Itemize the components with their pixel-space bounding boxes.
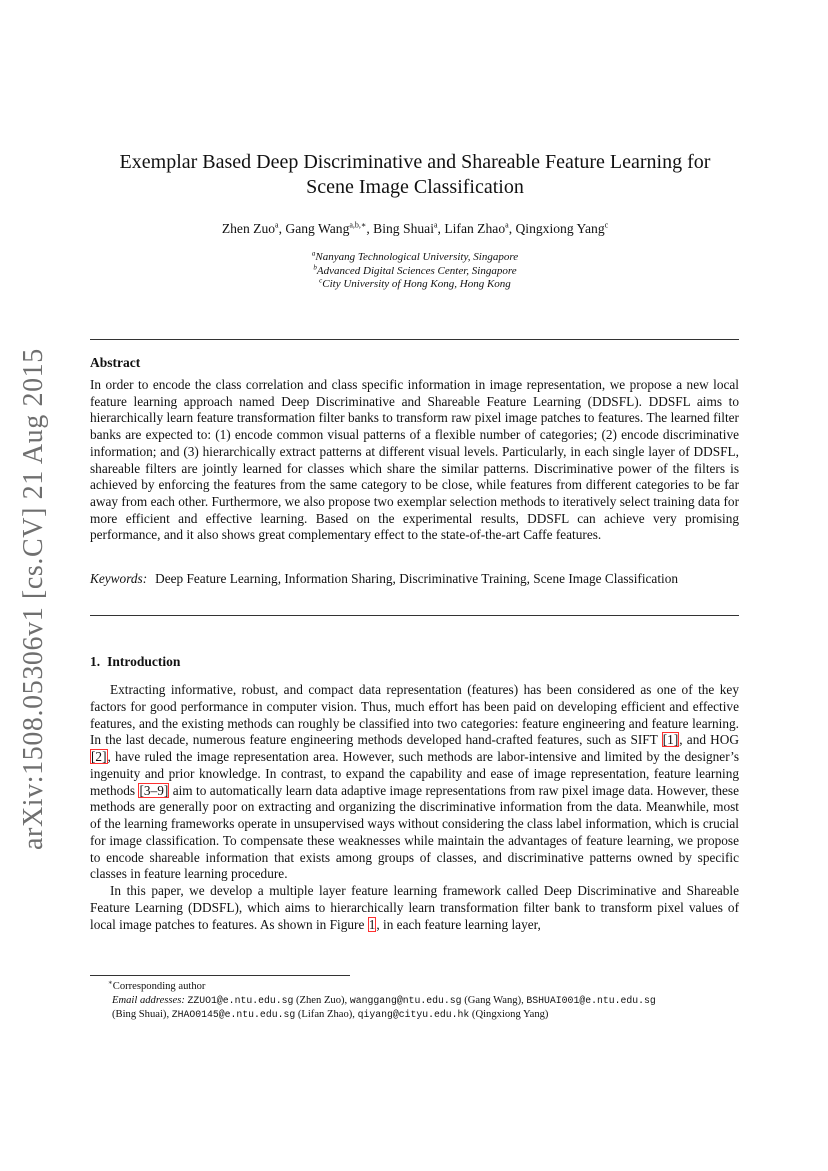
- author-name: Qingxiong Yang: [515, 221, 605, 236]
- paper-title-line-1: Exemplar Based Deep Discriminative and Shareable Feature Learning for: [119, 151, 711, 173]
- author-separator: ,: [366, 221, 374, 236]
- introduction-paragraph-1: [90, 682, 739, 883]
- footnote-rule: [90, 975, 350, 976]
- footnotes: [90, 980, 739, 1022]
- email-address[interactable]: ZZUO1@e.ntu.edu.sg: [187, 995, 294, 1006]
- footnote-mark: ∗: [108, 978, 113, 987]
- section-title: Introduction: [107, 654, 181, 669]
- email-owner: (Bing Shuai),: [112, 1009, 172, 1020]
- paragraph-text: , in each feature learning layer,: [376, 916, 541, 932]
- email-address[interactable]: wanggang@ntu.edu.sg: [349, 995, 462, 1006]
- author-separator: ,: [278, 221, 286, 236]
- arxiv-identifier-stamp: arXiv:1508.05306v1 [cs.CV] 21 Aug 2015: [18, 348, 49, 850]
- author-name: Bing Shuai: [373, 221, 434, 236]
- paper-title: [90, 150, 740, 200]
- email-address[interactable]: qiyang@cityu.edu.hk: [357, 1009, 470, 1020]
- paragraph-text: Extracting informative, robust, and compact data representation (features) has been considered as one of the key factors for good performance in computer vision. Thus, much effort has been paid on developing efficient and effective features, and the existing methods can roughly be classified into two categories: feature engineering and feature learning. In the last decade, numerous feature engineering methods developed hand-crafted features, such as SIFT: [90, 682, 739, 748]
- affiliation-text: Advanced Digital Sciences Center, Singapore: [316, 264, 517, 277]
- affiliation: [90, 265, 740, 279]
- affiliation-text: Nanyang Technological University, Singapore: [315, 251, 519, 263]
- author-separator: ,: [508, 221, 516, 236]
- author: [515, 221, 608, 236]
- citation-link[interactable]: [3–9]: [139, 782, 169, 798]
- author-separator: ,: [437, 221, 445, 236]
- email-owner: (Zhen Zuo),: [293, 995, 350, 1006]
- paper-title-line-2: Scene Image Classification: [306, 176, 524, 198]
- email-owner: (Gang Wang),: [461, 995, 527, 1006]
- affiliation-mark: c: [319, 276, 323, 285]
- introduction-heading: [90, 653, 180, 671]
- affiliation-mark: a: [311, 249, 316, 258]
- author: [373, 221, 444, 236]
- email-address[interactable]: ZHAO0145@e.ntu.edu.sg: [171, 1009, 296, 1020]
- corresponding-author-note: [90, 980, 739, 994]
- author: [285, 221, 373, 236]
- citation-link[interactable]: [2]: [91, 749, 107, 764]
- introduction-body: [90, 682, 739, 933]
- author-affiliation-mark: a: [433, 220, 438, 230]
- email-label: Email addresses:: [112, 995, 185, 1006]
- email-owner: (Qingxiong Yang): [469, 1009, 549, 1020]
- abstract-bottom-rule: [90, 615, 739, 616]
- author-affiliation-mark: a: [275, 220, 279, 230]
- author-name: Zhen Zuo: [221, 221, 276, 236]
- abstract-heading: Abstract: [90, 355, 141, 370]
- author-name: Gang Wang: [285, 221, 350, 236]
- keywords-label: Keywords:: [90, 571, 148, 586]
- paragraph-text: , have ruled the image representation area. However, such methods are labor-intensive and limited by the designer’s ingenuity and prior knowledge. In contrast, to expand the capability and ease of image representation, feature learning methods: [90, 749, 739, 798]
- email-owner: (Lifan Zhao),: [295, 1009, 358, 1020]
- affiliation-text: City University of Hong Kong, Hong Kong: [322, 278, 511, 291]
- keywords: [90, 571, 739, 588]
- figure-reference-link[interactable]: 1: [368, 916, 376, 932]
- abstract-top-rule: [90, 339, 739, 340]
- author-affiliation-mark: c: [604, 220, 609, 230]
- email-address[interactable]: BSHUAI001@e.ntu.edu.sg: [526, 995, 656, 1006]
- author-list: [90, 220, 740, 238]
- author: [222, 221, 286, 236]
- affiliation: [90, 278, 740, 292]
- paragraph-text: In this paper, we develop a multiple layer feature learning framework called Deep Discriminative and Shareable Feature Learning (DDSFL), which aims to hierarchically learn transformation filter bank to transform pixel values of local image patches to features. As shown in Figure: [90, 883, 739, 932]
- keywords-text: Deep Feature Learning, Information Sharing, Discriminative Training, Scene Image Classification: [155, 571, 679, 586]
- corresponding-author-text: Corresponding author: [112, 981, 206, 992]
- abstract-text: In order to encode the class correlation and class specific information in image representation, we propose a new local feature learning approach named Deep Discriminative and Shareable Feature Learning (DDSFL). DDSFL aims to hierarchically learn feature transformation filter banks to transform raw pixel image patches to features. The learned filter banks are expected to: (1) encode common visual patterns of a flexible number of categories; (2) encode discriminative information; and (3) hierarchically extract patterns at different visual levels. Particularly, in each single layer of DDSFL, shareable filters are jointly learned for classes which share the similar patterns. Discriminative power of the filters is achieved by enforcing the features from the same category to be close, while features from different categories to be far away from each other. Furthermore, we also propose two exemplar selection methods to iteratively select training data for more efficient and effective learning. Based on the experimental results, DDSFL can achieve very promising performance, and it also shows great complementary effect to the state-of-the-art Caffe features.: [90, 377, 739, 543]
- citation-link[interactable]: [1]: [662, 732, 679, 748]
- email-addresses: [90, 994, 739, 1022]
- paragraph-text: , and HOG: [679, 732, 739, 748]
- author-affiliation-mark: a,b,∗: [349, 220, 367, 230]
- author-name: Lifan Zhao: [444, 221, 506, 236]
- affiliation-mark: b: [313, 263, 317, 272]
- introduction-paragraph-2: [90, 883, 739, 933]
- affiliation-list: [90, 251, 740, 292]
- author-affiliation-mark: a: [505, 220, 509, 230]
- author: [444, 221, 515, 236]
- paragraph-text: aim to automatically learn data adaptive image representations from raw pixel image data. However, these methods are generally poor on extracting and organizing the discriminative information from the data. Meanwhile, most of the learning frameworks operate in unsupervised ways without considering the class label information, which is crucial for image classification. To compensate these weaknesses while maintain the advantages of feature learning, we propose to encode shareable information that exists among groups of classes, and discriminative patterns owned by specific classes in feature learning procedure.: [90, 782, 739, 882]
- section-number: 1.: [90, 654, 101, 669]
- affiliation: [90, 251, 740, 265]
